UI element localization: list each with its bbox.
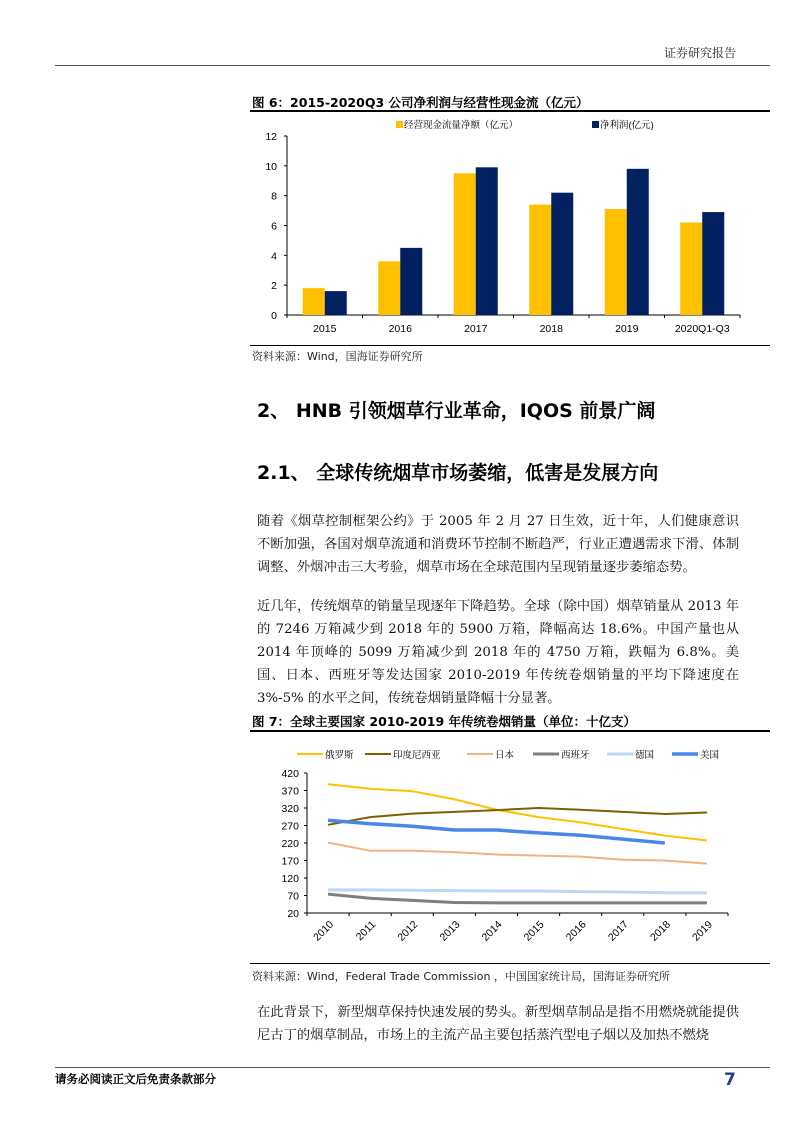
bar-经营现金流量净额（亿元）-2018 [529,205,551,315]
legend-swatch [592,121,599,128]
x-tick-label: 2016 [563,918,589,944]
bar-经营现金流量净额（亿元）-2020Q1-Q3 [680,223,702,315]
y-tick-label: 270 [281,820,299,833]
y-tick-label: 70 [287,890,299,903]
figure7-title: 图 7：全球主要国家 2010-2019 年传统卷烟销量（单位：十亿支） [252,714,637,729]
figure6-bar-chart [250,112,770,344]
x-tick-label: 2012 [395,918,421,944]
legend-label: 日本 [495,750,515,761]
x-tick-label: 2019 [615,323,639,335]
line-日本 [328,843,707,864]
y-tick-label: 0 [271,310,277,322]
line-美国 [328,820,665,843]
y-tick-label: 20 [287,908,299,920]
paragraph: 近几年，传统烟草的销量呈现逐年下降趋势。全球（除中国）烟草销量从 2013 年的 7246 万箱减少到 2018 年的 5900 万箱，降幅高达 18.6%。中国产量也从 2014 年顶峰的 5099 万箱减少到 2018 年的 4750 万箱，跌幅为 6.8%。美国、日本、西班牙等发达国家 2010-2019 年传统卷烟销量的平均下降速度在 3%-5% 的水平之间，传统卷烟销量降幅十分显著。 [257,599,739,706]
line-印度尼西亚 [328,808,707,825]
x-tick-label: 2018 [539,323,563,335]
x-tick-label: 2013 [437,918,463,944]
legend-label: 西班牙 [561,750,590,761]
x-tick-label: 2019 [690,918,716,944]
bar-经营现金流量净额（亿元）-2015 [303,288,325,315]
y-tick-label: 10 [265,160,277,173]
figure7-source: 资料来源：Wind，Federal Trade Commission ，中国国家统计局，国海证券研究所 [252,970,670,983]
legend-label: 净利润(亿元) [600,120,654,131]
legend-swatch [396,121,403,128]
y-tick-label: 370 [281,785,299,798]
x-tick-label: 2017 [464,323,488,335]
bar-净利润(亿元)-2017 [476,167,498,315]
page-number: 7 [724,1070,736,1090]
report-type-label: 证券研究报告 [663,46,736,60]
disclaimer-text: 请务必阅读正文后免责条款部分 [55,1072,216,1086]
x-tick-label: 2014 [479,918,505,944]
bar-净利润(亿元)-2019 [627,169,649,315]
x-tick-label: 2015 [521,918,547,944]
y-tick-label: 12 [265,131,277,143]
paragraph: 在此背景下，新型烟草保持快速发展的势头。新型烟草制品是指不用燃烧就能提供尼古丁的烟草制品，市场上的主流产品主要包括蒸汽型电子烟以及加热不燃烧 [257,1005,739,1043]
legend-label: 美国 [700,750,720,761]
bar-净利润(亿元)-2016 [400,248,422,315]
footer-divider [55,1067,770,1068]
y-tick-label: 6 [271,220,277,233]
x-tick-label: 2020Q1-Q3 [674,323,730,335]
bar-净利润(亿元)-2015 [325,291,347,315]
section-heading-2: 2、 HNB 引领烟草行业革命，IQOS 前景广阔 [257,400,656,422]
divider [250,963,770,964]
legend-label: 经营现金流量净额（亿元） [404,120,519,131]
bar-经营现金流量净额（亿元）-2016 [378,261,400,315]
x-tick-label: 2015 [313,323,337,335]
section-heading-2-1: 2.1、 全球传统烟草市场萎缩，低害是发展方向 [257,462,659,484]
figure7-line-chart [250,732,770,960]
y-tick-label: 8 [271,190,277,203]
header-divider [55,65,770,66]
x-tick-label: 2016 [388,323,412,335]
y-tick-label: 120 [281,873,299,885]
legend-label: 印度尼西亚 [393,750,441,761]
figure6-title: 图 6：2015-2020Q3 公司净利润与经营性现金流（亿元） [252,95,589,110]
y-tick-label: 2 [271,280,277,293]
x-tick-label: 2010 [311,918,337,944]
y-tick-label: 170 [281,855,299,868]
paragraph: 随着《烟草控制框架公约》于 2005 年 2 月 27 日生效，近十年，人们健康意识不断加强，各国对烟草流通和消费环节控制不断趋严，行业正遭遇需求下滑、体制调整、外烟冲击三大考验，烟草市场在全球范围内呈现销量逐步萎缩态势。 [257,514,739,575]
legend-label: 俄罗斯 [325,750,354,761]
legend-label: 德国 [635,750,655,761]
divider [250,345,770,346]
y-tick-label: 220 [281,838,299,850]
bar-经营现金流量净额（亿元）-2017 [454,173,476,315]
x-tick-label: 2018 [647,918,673,944]
bar-净利润(亿元)-2020Q1-Q3 [702,212,724,315]
figure6-source: 资料来源：Wind，国海证券研究所 [252,350,423,363]
x-tick-label: 2011 [353,918,379,944]
y-tick-label: 4 [271,250,277,263]
y-tick-label: 420 [281,768,299,780]
line-德国 [328,890,707,893]
x-tick-label: 2017 [605,918,631,944]
y-tick-label: 320 [281,803,299,815]
bar-净利润(亿元)-2018 [551,193,573,315]
line-西班牙 [328,894,707,903]
bar-经营现金流量净额（亿元）-2019 [605,209,627,315]
